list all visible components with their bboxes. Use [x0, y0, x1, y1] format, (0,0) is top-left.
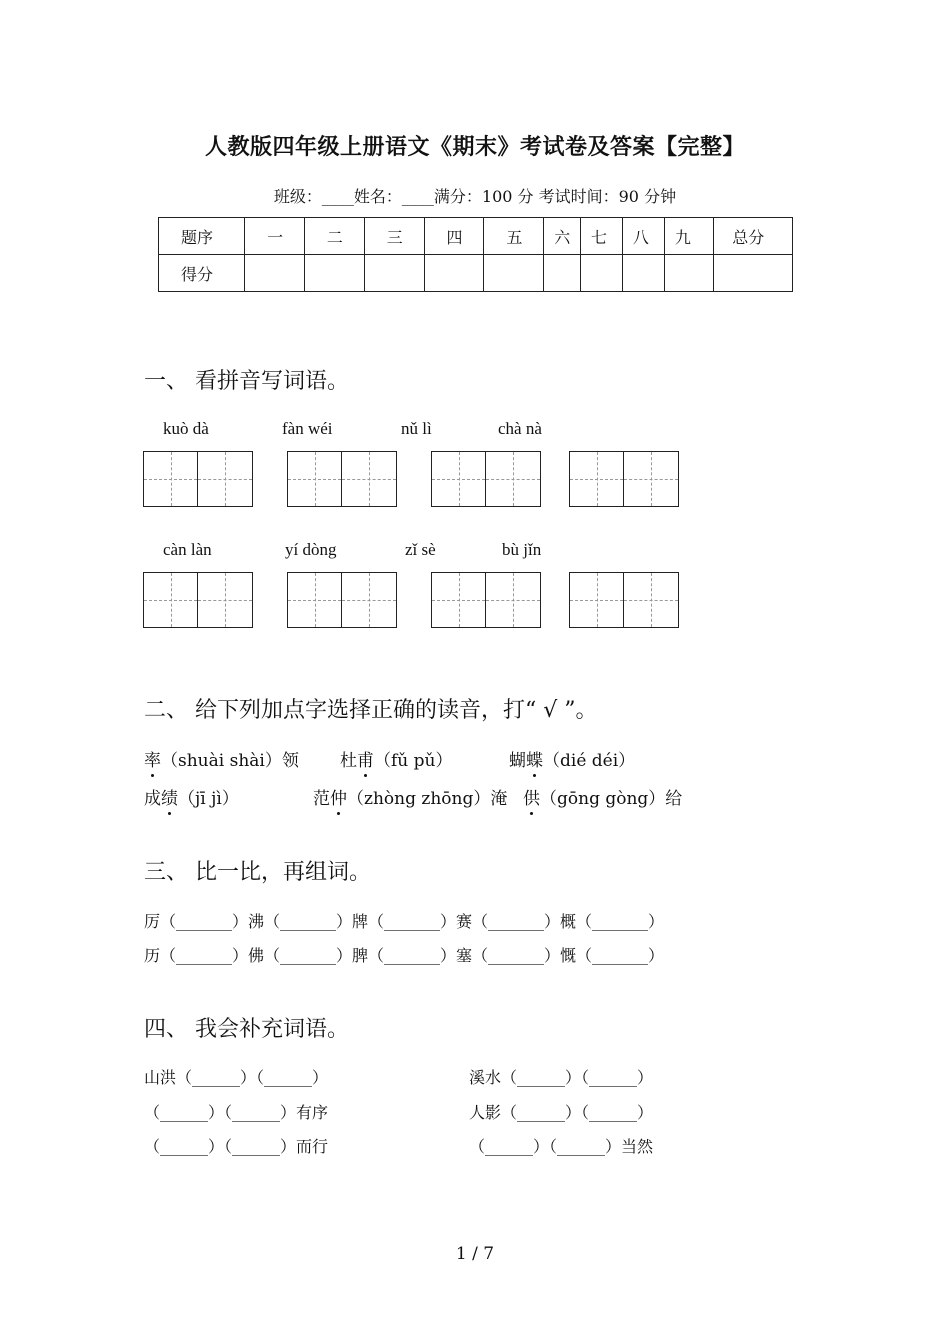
pinyin-label: yí dòng	[285, 540, 337, 559]
fill-phrase[interactable]: （______）（______）当然	[469, 1137, 654, 1156]
pinyin-label: kuò dà	[163, 419, 209, 438]
plain-char: 范	[313, 789, 330, 809]
pronunciation-item	[509, 746, 635, 771]
page-title: 人教版四年级上册语文《期末》考试卷及答案【完整】	[204, 134, 745, 160]
dotted-char: 甫	[357, 746, 374, 771]
score-header-cell: 五	[484, 218, 544, 255]
compare-line[interactable]: 历（_______）佛（_______）脾（_______）塞（_______）慨（_______）	[144, 946, 665, 965]
fill-phrase[interactable]: （______）（______）有序	[144, 1103, 329, 1122]
score-table	[158, 217, 793, 292]
score-header-cell: 七	[580, 218, 622, 255]
exam-info: 班级：____姓名：____满分：100 分 考试时间：90 分钟	[273, 187, 677, 206]
plain-char: 蝴	[509, 751, 526, 771]
pinyin-label: bù jǐn	[502, 540, 542, 559]
writing-grid[interactable]	[287, 451, 397, 507]
pronunciation-item	[144, 746, 299, 771]
score-cell[interactable]	[424, 255, 484, 292]
score-header-cell: 八	[622, 218, 664, 255]
pronunciation-options[interactable]: （zhòng zhōng）淹	[347, 789, 508, 809]
pronunciation-item	[313, 784, 507, 809]
score-cell[interactable]	[622, 255, 664, 292]
writing-grid[interactable]	[287, 572, 397, 628]
dotted-char: 绩	[161, 784, 178, 809]
pronunciation-options[interactable]: （jī jì）	[178, 789, 239, 809]
plain-char: 杜	[340, 751, 357, 771]
score-cell[interactable]	[664, 255, 713, 292]
fill-phrase[interactable]: 人影（______）（______）	[469, 1103, 654, 1122]
score-header-cell: 九	[664, 218, 713, 255]
score-cell: 得分	[159, 255, 245, 292]
plain-char: 成	[144, 789, 161, 809]
writing-grid[interactable]	[431, 451, 541, 507]
score-cell[interactable]	[544, 255, 581, 292]
page-number: 1 / 7	[455, 1244, 495, 1264]
pinyin-label: chà nà	[498, 419, 542, 438]
score-cell[interactable]	[364, 255, 424, 292]
section2-heading: 二、 给下列加点字选择正确的读音，打“ √ ”。	[144, 698, 598, 723]
section4-heading: 四、 我会补充词语。	[144, 1017, 349, 1042]
fill-phrase[interactable]: 山洪（______）（______）	[144, 1068, 329, 1087]
writing-grid[interactable]	[143, 572, 253, 628]
pronunciation-options[interactable]: （gōng gòng）给	[540, 789, 683, 809]
pronunciation-item	[340, 746, 452, 771]
pinyin-label: nǔ lì	[401, 419, 432, 438]
score-header-cell: 四	[424, 218, 484, 255]
score-table-header-row	[159, 218, 793, 255]
pronunciation-item	[523, 784, 682, 809]
score-header-cell: 总分	[714, 218, 793, 255]
pronunciation-options[interactable]: （dié déi）	[543, 751, 636, 771]
score-table-score-row	[159, 255, 793, 292]
dotted-char: 蝶	[526, 746, 543, 771]
score-cell[interactable]	[484, 255, 544, 292]
score-cell[interactable]	[245, 255, 305, 292]
pinyin-label: zǐ sè	[405, 540, 436, 559]
score-header-cell: 六	[544, 218, 581, 255]
score-cell[interactable]	[580, 255, 622, 292]
score-header-cell: 二	[304, 218, 364, 255]
writing-grid[interactable]	[569, 451, 679, 507]
writing-grid[interactable]	[569, 572, 679, 628]
pronunciation-item	[144, 784, 239, 809]
dotted-char: 率	[144, 746, 161, 771]
score-cell[interactable]	[714, 255, 793, 292]
score-header-cell: 三	[364, 218, 424, 255]
section1-heading: 一、 看拼音写词语。	[144, 369, 349, 394]
score-cell[interactable]	[304, 255, 364, 292]
writing-grid[interactable]	[143, 451, 253, 507]
fill-phrase[interactable]: 溪水（______）（______）	[469, 1068, 654, 1087]
pronunciation-options[interactable]: （shuài shài）领	[161, 751, 299, 771]
compare-line[interactable]: 厉（_______）沸（_______）牌（_______）赛（_______）概（_______）	[144, 912, 665, 931]
section3-heading: 三、 比一比，再组词。	[144, 860, 371, 885]
pinyin-label: càn làn	[163, 540, 212, 559]
pinyin-label: fàn wéi	[282, 419, 333, 438]
dotted-char: 仲	[330, 784, 347, 809]
writing-grid[interactable]	[431, 572, 541, 628]
dotted-char: 供	[523, 784, 540, 809]
fill-phrase[interactable]: （______）（______）而行	[144, 1137, 329, 1156]
score-header-cell: 一	[245, 218, 305, 255]
pronunciation-options[interactable]: （fǔ pǔ）	[374, 751, 453, 771]
score-header-cell: 题序	[159, 218, 245, 255]
